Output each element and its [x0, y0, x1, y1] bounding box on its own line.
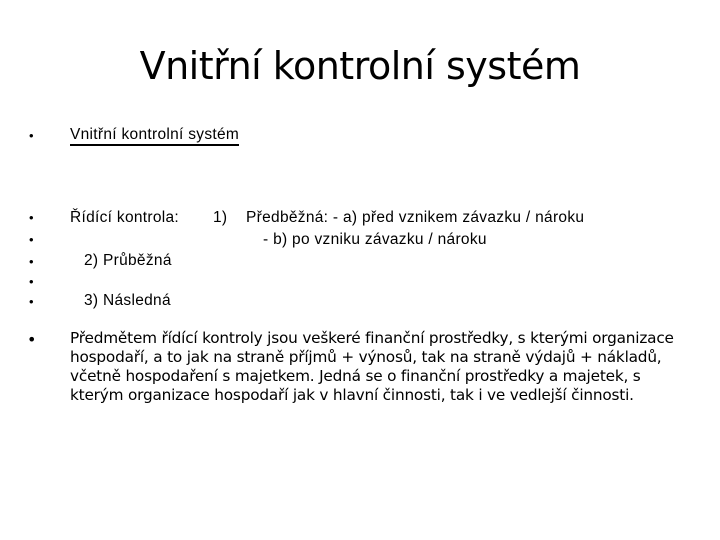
- control-label: Řídící kontrola:: [70, 209, 180, 226]
- control-item1-text: Předběžná: - a) před vznikem závazku / nároku: [246, 209, 585, 226]
- subheading-text: Vnitřní kontrolní systém: [70, 126, 239, 146]
- control-item1-sub: - b) po vzniku závazku / nároku: [263, 231, 487, 248]
- bullet-marker: •: [29, 254, 34, 269]
- bullet-marker: •: [29, 128, 34, 143]
- control-item2: 2) Průběžná: [84, 252, 172, 269]
- bullet-marker: •: [29, 274, 34, 289]
- bullet-marker: •: [29, 294, 34, 309]
- subheading: [70, 125, 239, 145]
- control-item1-number: 1): [213, 209, 228, 226]
- bullet-marker: •: [27, 330, 37, 349]
- bullet-marker: •: [29, 232, 34, 247]
- control-item3: 3) Následná: [84, 292, 171, 309]
- body-paragraph: Předmětem řídící kontroly jsou veškeré finanční prostředky, s kterými organizace hospodaří, a to jak na straně příjmů + výnosů, tak na straně výdajů + nákladů, včetně hospodaření s majetkem. Jedná se o finanční prostředky a majetek, s kterým organizace hospodaří jak v hlavní činnosti, tak i ve vedlejší činnosti.: [70, 329, 674, 404]
- slide-title: Vnitřní kontrolní systém: [139, 44, 581, 88]
- bullet-marker: •: [29, 210, 34, 225]
